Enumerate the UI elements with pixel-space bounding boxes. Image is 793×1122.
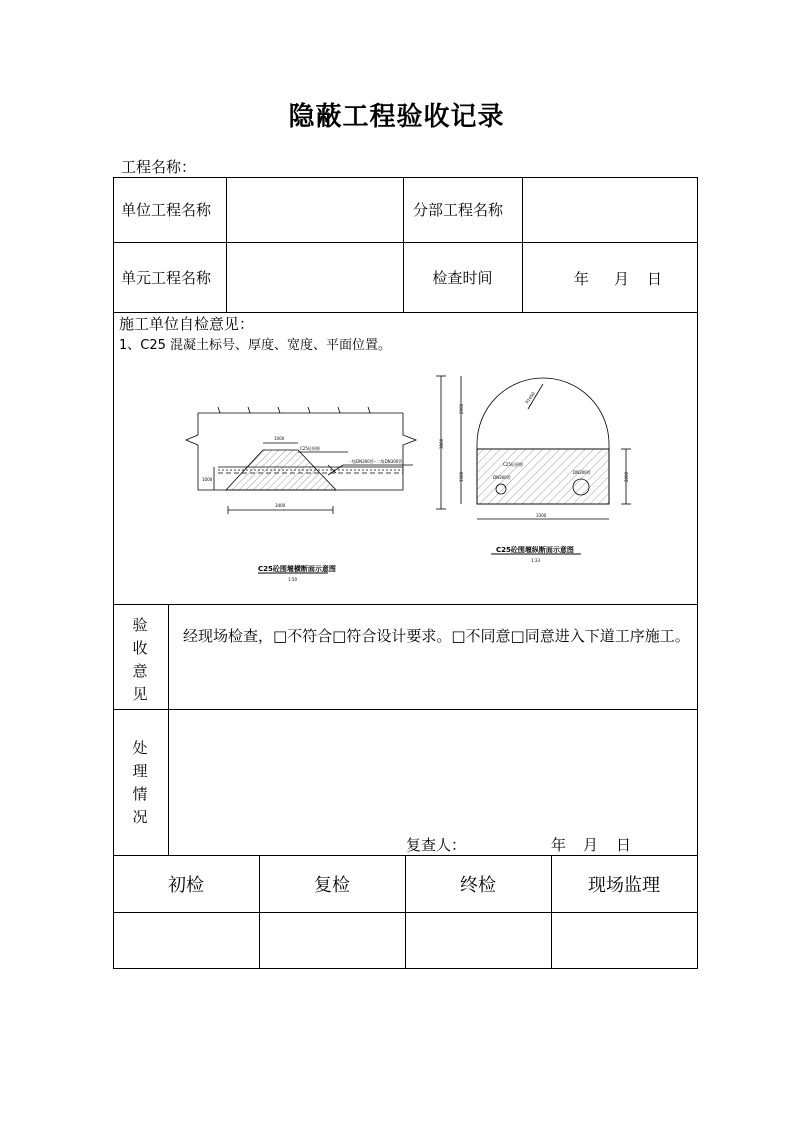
acceptance-label: 验 收 意 见 (132, 616, 148, 703)
long-note-label: C25砼围堰 (503, 462, 523, 467)
cross-section-drawing (178, 395, 428, 595)
recheck-signature[interactable] (260, 913, 405, 968)
long-section-title: C25砼围堰纵断面示意图 (496, 546, 574, 554)
date-month: 月 (614, 270, 630, 288)
long-pipe-right: DN300管 (573, 470, 591, 475)
record-form (113, 177, 698, 969)
long-dim-left-upper: 2000 (459, 403, 464, 414)
inspection-time-label: 检查时间 (432, 268, 493, 287)
page-title: 隐蔽工程验收记录 (288, 102, 505, 132)
section-project-name-field[interactable] (527, 177, 695, 242)
long-dim-right: 2000 (624, 471, 629, 482)
long-dim-bottom: 3300 (536, 513, 547, 518)
review-year: 年 (551, 836, 567, 854)
long-arc-label: R1650 (524, 390, 536, 405)
long-dim-left-total: 3800 (439, 438, 444, 449)
cross-section-scale: 1:50 (288, 577, 297, 582)
initial-inspection-header: 初检 (168, 874, 204, 896)
project-name-label: 工程名称： (121, 158, 197, 176)
handling-label: 处 理 情 况 (132, 739, 148, 826)
date-year: 年 (574, 270, 590, 288)
unit-project-name-label: 单位工程名称 (121, 201, 212, 219)
cross-dim-left: 1000 (202, 477, 213, 482)
long-pipe-left: DN300管 (493, 475, 511, 480)
long-section-scale: 1:33 (531, 558, 540, 563)
cross-dim-bottom: 3400 (275, 503, 286, 508)
final-inspection-signature[interactable] (406, 913, 551, 968)
cross-note-label: C25砼围堰 (300, 446, 320, 451)
section-project-name-label: 分部工程名称 (413, 201, 504, 219)
cross-dim-top: 1000 (274, 436, 285, 441)
element-project-name-label: 单元工程名称 (121, 268, 212, 287)
final-inspection-header: 终检 (460, 874, 496, 896)
reviewer-label: 复查人： (406, 836, 467, 854)
inspection-date-field[interactable] (522, 242, 698, 312)
cross-section-title: C25砼围堰横断面示意图 (258, 565, 336, 573)
review-day: 日 (616, 836, 632, 854)
recheck-header: 复检 (314, 874, 350, 896)
acceptance-opinion[interactable]: 经现场检查，□不符合□符合设计要求。□不同意□同意进入下道工序施工。 (183, 627, 690, 645)
long-dim-left-lower: 1500 (459, 471, 464, 482)
unit-project-name-field[interactable] (231, 177, 401, 242)
self-check-heading: 施工单位自检意见： (119, 315, 255, 333)
date-day: 日 (647, 270, 663, 288)
element-project-name-field[interactable] (231, 242, 401, 312)
longitudinal-section-drawing (431, 374, 646, 599)
cross-pipe-label: 一级DN300管--二级DN300管 (348, 459, 403, 464)
initial-inspection-signature[interactable] (114, 913, 259, 968)
review-month: 月 (583, 836, 599, 854)
site-supervisor-signature[interactable] (552, 913, 697, 968)
site-supervisor-header: 现场监理 (588, 874, 660, 896)
self-check-item-1: 1、C25 混凝土标号、厚度、宽度、平面位置。 (119, 338, 392, 353)
